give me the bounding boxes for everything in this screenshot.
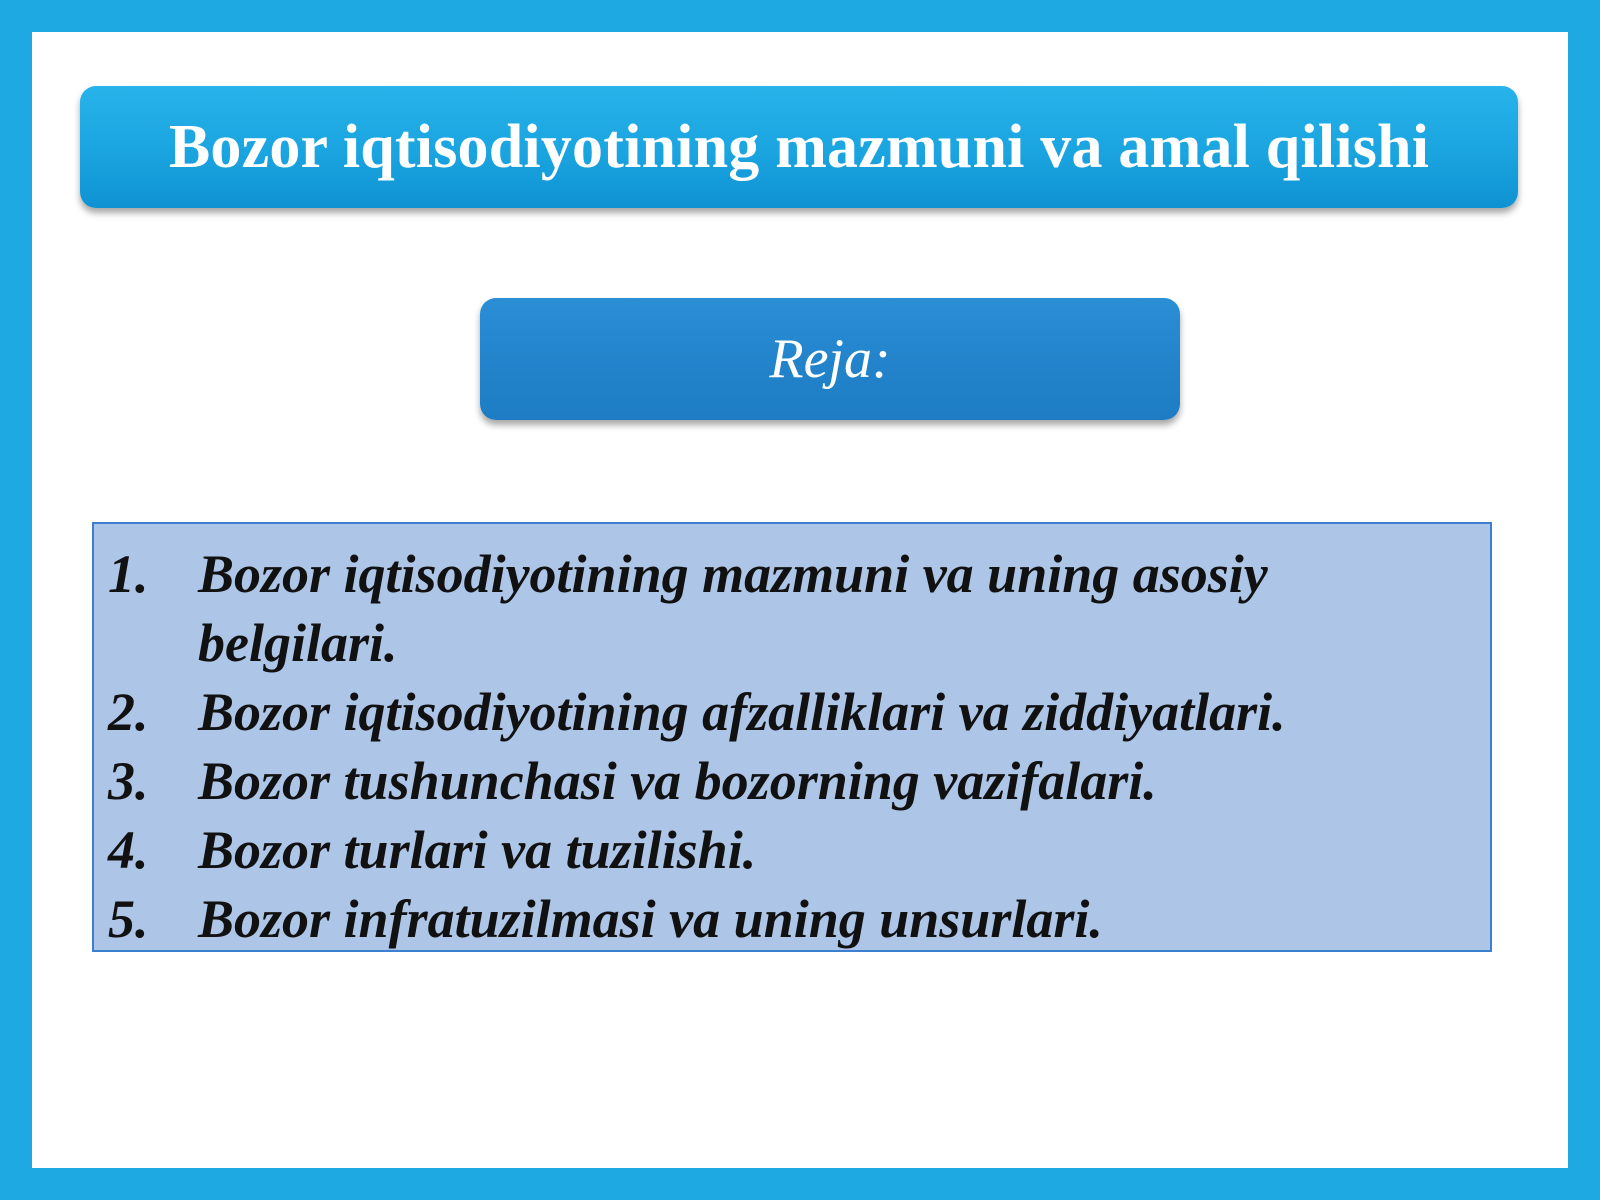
title-banner <box>80 86 1518 208</box>
plan-item-number: 2. <box>108 682 149 742</box>
plan-item-number: 4. <box>108 820 149 880</box>
plan-item-2 <box>108 678 1474 747</box>
plan-item-text: Bozor tushunchasi va bozorning vazifalari. <box>198 751 1157 811</box>
plan-item-text: Bozor infratuzilmasi va uning unsurlari. <box>198 889 1103 949</box>
subtitle-banner <box>480 298 1180 420</box>
plan-item-5 <box>108 885 1474 954</box>
plan-item-number: 3. <box>108 751 149 811</box>
plan-item-text: Bozor iqtisodiyotining mazmuni va uning asosiy belgilari. <box>198 544 1268 673</box>
plan-box <box>92 522 1492 952</box>
slide-subtitle: Reja: <box>769 328 891 390</box>
plan-item-text: Bozor iqtisodiyotining afzalliklari va ziddiyatlari. <box>198 682 1286 742</box>
plan-item-number: 5. <box>108 889 149 949</box>
slide-title: Bozor iqtisodiyotining mazmuni va amal qilishi <box>168 113 1430 181</box>
plan-item-number: 1. <box>108 544 149 604</box>
plan-item-3 <box>108 747 1474 816</box>
plan-item-text: Bozor turlari va tuzilishi. <box>198 820 757 880</box>
plan-list <box>108 540 1474 954</box>
plan-item-4 <box>108 816 1474 885</box>
plan-item-1 <box>108 540 1474 678</box>
slide <box>32 32 1568 1168</box>
